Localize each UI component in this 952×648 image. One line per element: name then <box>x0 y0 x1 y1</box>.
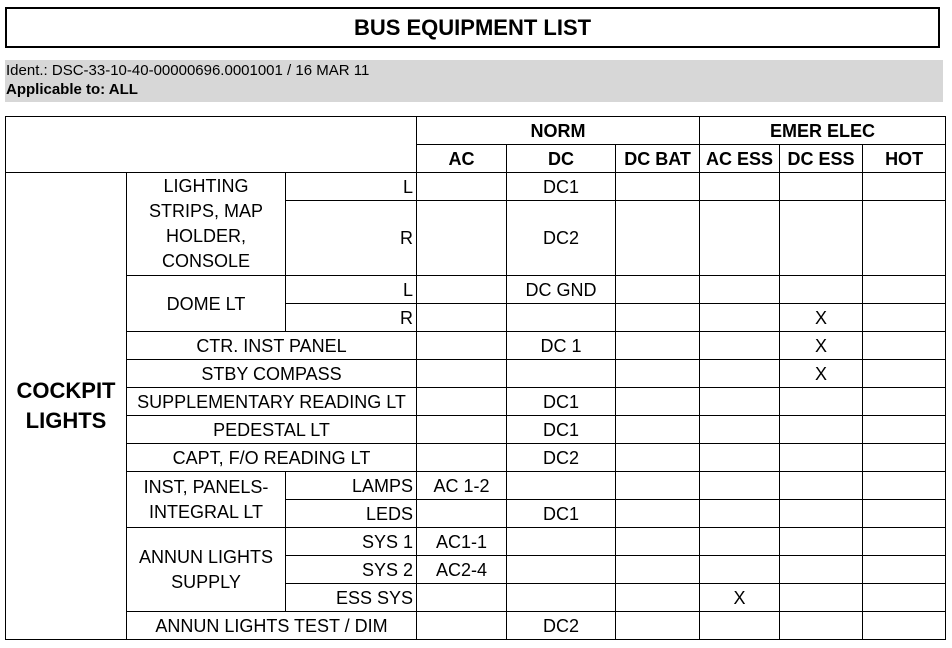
cell-dc-ess <box>780 276 863 304</box>
cell-dc: DC2 <box>507 444 616 472</box>
cell-ac <box>417 612 507 640</box>
cell-ac-ess <box>700 276 780 304</box>
page-title: BUS EQUIPMENT LIST <box>5 7 940 48</box>
cell-ac-ess: X <box>700 584 780 612</box>
cell-dc-bat <box>616 500 700 528</box>
row-label-annun-lights-test-dim: ANNUN LIGHTS TEST / DIM <box>127 612 417 640</box>
cell-hot <box>863 276 946 304</box>
cell-ac <box>417 388 507 416</box>
cell-dc-bat <box>616 416 700 444</box>
cell-dc: DC GND <box>507 276 616 304</box>
cell-dc: DC1 <box>507 416 616 444</box>
cell-dc <box>507 472 616 500</box>
ident-bar <box>5 60 943 102</box>
cell-ac <box>417 360 507 388</box>
cell-dc-bat <box>616 584 700 612</box>
cell-dc <box>507 556 616 584</box>
cell-ac: AC1-1 <box>417 528 507 556</box>
cell-ac: AC2-4 <box>417 556 507 584</box>
cell-dc-bat <box>616 360 700 388</box>
group-cockpit-lights: COCKPIT LIGHTS <box>6 173 127 640</box>
ident-text: Ident.: DSC-33-10-40-00000696.0001001 / 16 MAR 11 <box>6 62 370 79</box>
cell-ac <box>417 173 507 201</box>
cell-ac <box>417 201 507 276</box>
cell-hot <box>863 201 946 276</box>
cell-dc-ess <box>780 472 863 500</box>
row-label-inst-panels-integral-lt: INST, PANELS- INTEGRAL LT <box>127 472 286 528</box>
cell-dc-ess: X <box>780 360 863 388</box>
sub-label-lamps: LAMPS <box>286 472 417 500</box>
cell-dc-ess <box>780 556 863 584</box>
cell-ac <box>417 584 507 612</box>
cell-ac-ess <box>700 360 780 388</box>
cell-hot <box>863 612 946 640</box>
header-blank <box>6 117 417 173</box>
row-label-capt-fo-reading-lt: CAPT, F/O READING LT <box>127 444 417 472</box>
cell-hot <box>863 556 946 584</box>
row-label-ctr-inst-panel: CTR. INST PANEL <box>127 332 417 360</box>
cell-ac <box>417 304 507 332</box>
cell-ac <box>417 444 507 472</box>
sub-label-ess-sys: ESS SYS <box>286 584 417 612</box>
sub-label-l: L <box>286 173 417 201</box>
cell-hot <box>863 500 946 528</box>
cell-ac-ess <box>700 173 780 201</box>
header-dc-bat: DC BAT <box>616 145 700 173</box>
cell-ac-ess <box>700 416 780 444</box>
row-label-lighting-strips: LIGHTING STRIPS, MAP HOLDER, CONSOLE <box>127 173 286 276</box>
cell-dc: DC1 <box>507 500 616 528</box>
cell-dc-bat <box>616 304 700 332</box>
cell-hot <box>863 360 946 388</box>
cell-dc <box>507 528 616 556</box>
cell-dc-ess <box>780 584 863 612</box>
cell-ac <box>417 332 507 360</box>
cell-ac-ess <box>700 472 780 500</box>
cell-hot <box>863 472 946 500</box>
sub-label-r: R <box>286 201 417 276</box>
cell-ac-ess <box>700 332 780 360</box>
cell-ac-ess <box>700 304 780 332</box>
cell-dc-ess <box>780 201 863 276</box>
cell-ac: AC 1-2 <box>417 472 507 500</box>
cell-dc-ess <box>780 388 863 416</box>
header-ac-ess: AC ESS <box>700 145 780 173</box>
header-dc: DC <box>507 145 616 173</box>
cell-hot <box>863 388 946 416</box>
sub-label-l: L <box>286 276 417 304</box>
cell-dc-bat <box>616 528 700 556</box>
cell-ac <box>417 276 507 304</box>
cell-ac-ess <box>700 556 780 584</box>
cell-dc-bat <box>616 332 700 360</box>
cell-ac-ess <box>700 500 780 528</box>
cell-dc-ess <box>780 173 863 201</box>
cell-dc-ess <box>780 444 863 472</box>
cell-hot <box>863 304 946 332</box>
cell-dc-bat <box>616 201 700 276</box>
header-dc-ess: DC ESS <box>780 145 863 173</box>
cell-ac-ess <box>700 388 780 416</box>
header-ac: AC <box>417 145 507 173</box>
cell-hot <box>863 528 946 556</box>
cell-dc: DC1 <box>507 173 616 201</box>
cell-dc-ess <box>780 416 863 444</box>
cell-dc <box>507 360 616 388</box>
header-emer-elec: EMER ELEC <box>700 117 946 145</box>
row-label-dome-lt: DOME LT <box>127 276 286 332</box>
cell-dc-ess <box>780 500 863 528</box>
sub-label-sys-1: SYS 1 <box>286 528 417 556</box>
cell-dc-ess <box>780 528 863 556</box>
header-hot: HOT <box>863 145 946 173</box>
cell-ac-ess <box>700 444 780 472</box>
cell-ac-ess <box>700 528 780 556</box>
cell-dc-bat <box>616 472 700 500</box>
cell-dc: DC 1 <box>507 332 616 360</box>
sub-label-sys-2: SYS 2 <box>286 556 417 584</box>
sub-label-r: R <box>286 304 417 332</box>
applicable-text: Applicable to: ALL <box>6 81 138 98</box>
row-label-pedestal-lt: PEDESTAL LT <box>127 416 417 444</box>
cell-dc-ess <box>780 612 863 640</box>
cell-dc-ess: X <box>780 332 863 360</box>
row-label-stby-compass: STBY COMPASS <box>127 360 417 388</box>
cell-ac-ess <box>700 612 780 640</box>
bus-equipment-table <box>5 116 946 640</box>
cell-ac <box>417 500 507 528</box>
cell-hot <box>863 444 946 472</box>
cell-dc <box>507 304 616 332</box>
cell-dc-bat <box>616 276 700 304</box>
cell-hot <box>863 332 946 360</box>
cell-dc-bat <box>616 556 700 584</box>
cell-dc-ess: X <box>780 304 863 332</box>
cell-ac-ess <box>700 201 780 276</box>
cell-ac <box>417 416 507 444</box>
row-label-annun-lights-supply: ANNUN LIGHTS SUPPLY <box>127 528 286 612</box>
sub-label-leds: LEDS <box>286 500 417 528</box>
cell-hot <box>863 173 946 201</box>
cell-dc-bat <box>616 444 700 472</box>
cell-dc-bat <box>616 612 700 640</box>
cell-dc <box>507 584 616 612</box>
cell-dc-bat <box>616 388 700 416</box>
cell-hot <box>863 416 946 444</box>
header-norm: NORM <box>417 117 700 145</box>
cell-hot <box>863 584 946 612</box>
cell-dc-bat <box>616 173 700 201</box>
cell-dc: DC2 <box>507 201 616 276</box>
cell-dc: DC1 <box>507 388 616 416</box>
row-label-supplementary-reading-lt: SUPPLEMENTARY READING LT <box>127 388 417 416</box>
cell-dc: DC2 <box>507 612 616 640</box>
